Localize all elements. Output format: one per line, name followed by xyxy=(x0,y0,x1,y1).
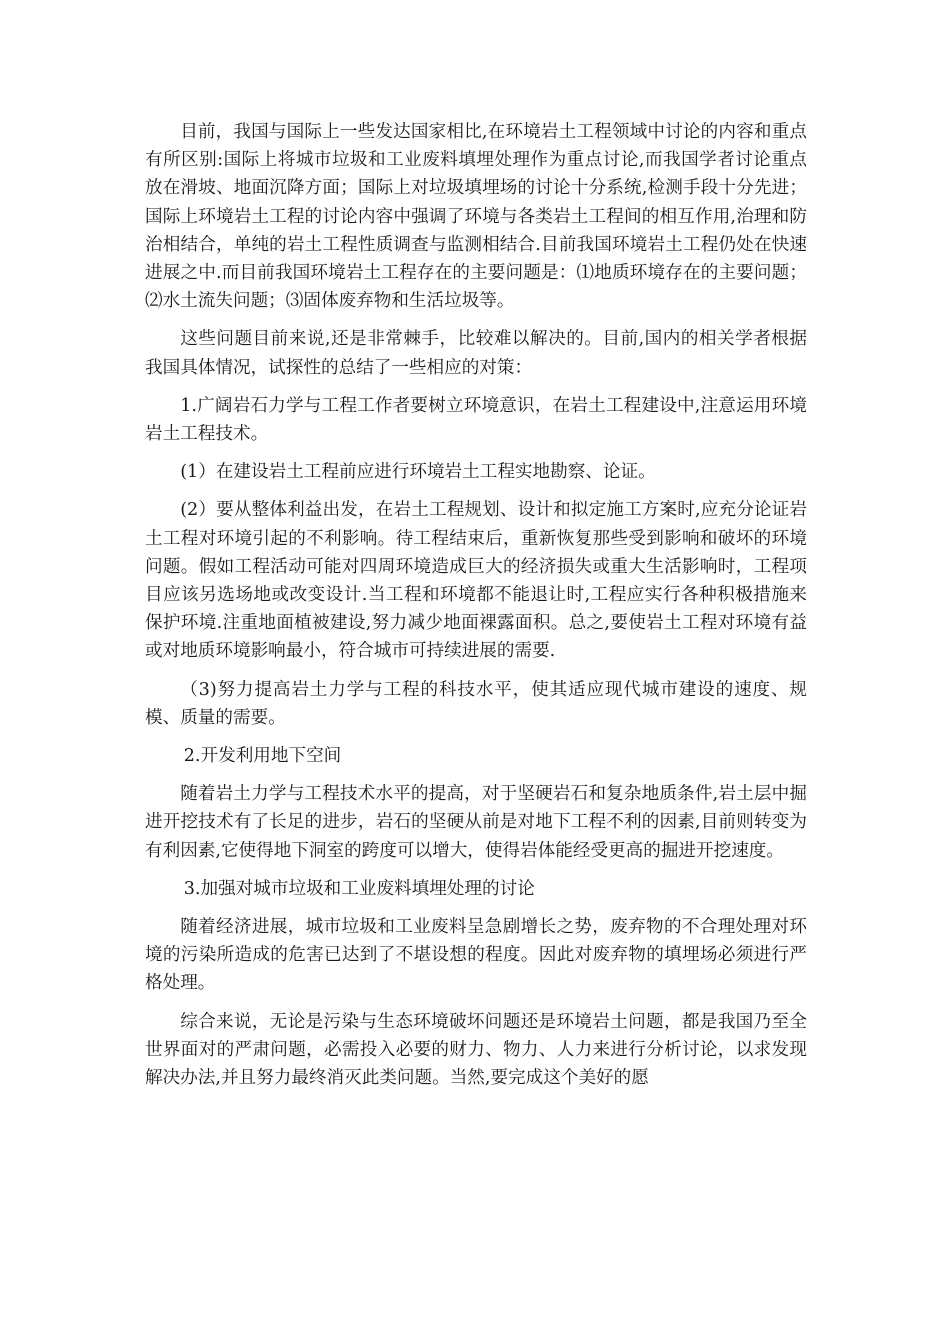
subpoint-1-survey: (1）在建设岩土工程前应进行环境岩土工程实地勘察、论证。 xyxy=(180,462,656,483)
paragraph-conclusion: 综合来说，无论是污染与生态环境破坏问题还是环境岩土问题，都是我国乃至全世界面对的严肃问题，必需投入必要的财力、物力、人力来进行分析讨论，以求发现解决办法,并且努力最终消灭此类问题。当然,要完成这个美好的愿 xyxy=(145,1011,807,1089)
point-1-environmental-awareness: 1.广阔岩石力学与工程工作者要树立环境意识，在岩土工程建设中,注意运用环境岩土工程技术。 xyxy=(145,395,807,445)
paragraph-countermeasures-intro: 这些问题目前来说,还是非常棘手，比较难以解决的。目前,国内的相关学者根据我国具体情况，试探性的总结了一些相应的对策： xyxy=(145,329,807,378)
subpoint-3-technology-level: （3)努力提高岩土力学与工程的科技水平，使其适应现代城市建设的速度、规模、质量的需要。 xyxy=(145,679,807,728)
paragraph-waste-landfill: 随着经济进展，城市垃圾和工业废料呈急剧增长之势，废弃物的不合理处理对环境的污染所造成的危害已达到了不堪设想的程度。因此对废弃物的填埋场必须进行严格处理。 xyxy=(145,917,807,994)
point-2-underground-space: 2.开发利用地下空间 xyxy=(183,746,342,767)
paragraph-intro: 目前，我国与国际上一些发达国家相比,在环境岩土工程领域中讨论的内容和重点有所区别:国际上将城市垃圾和工业废料填埋处理作为重点讨论,而我国学者讨论重点放在滑坡、地面沉降方面；国际上对垃圾填埋场的讨论十分系统,检测手段十分先进；国际上环境岩土工程的讨论内容中强调了环境与各类岩土工程间的相互作用,治理和防治相结合，单纯的岩土工程性质调查与监测相结合.目前我国环境岩土工程仍处在快速进展之中.而目前我国环境岩土工程存在的主要问题是：⑴地质环境存在的主要问题；⑵水土流失问题；⑶固体废弃物和生活垃圾等。 xyxy=(145,122,807,312)
document-body xyxy=(145,118,807,1102)
paragraph-underground-space: 随着岩土力学与工程技术水平的提高，对于坚硬岩石和复杂地质条件,岩土层中掘进开挖技术有了长足的进步，岩石的坚硬从前是对地下工程不利的因素,目前则转变为有利因素,它使得地下洞室的跨度可以增大，使得岩体能经受更高的掘进开挖速度。 xyxy=(145,784,807,861)
subpoint-2-overall-interest: (2）要从整体利益出发，在岩土工程规划、设计和拟定施工方案时,应充分论证岩土工程对环境引起的不利影响。待工程结束后，重新恢复那些受到影响和破坏的环境问题。假如工程活动可能对四周环境造成巨大的经济损失或重大生活影响时，工程项目应该另选场地或改变设计.当工程和环境都不能退让时,工程应实行各种积极措施来保护环境.注重地面植被建设,努力减少地面裸露面积。总之,要使岩土工程对环境有益或对地质环境影响最小，符合城市可持续进展的需要. xyxy=(145,500,807,662)
point-3-waste-landfill: 3.加强对城市垃圾和工业废料填埋处理的讨论 xyxy=(183,878,535,899)
